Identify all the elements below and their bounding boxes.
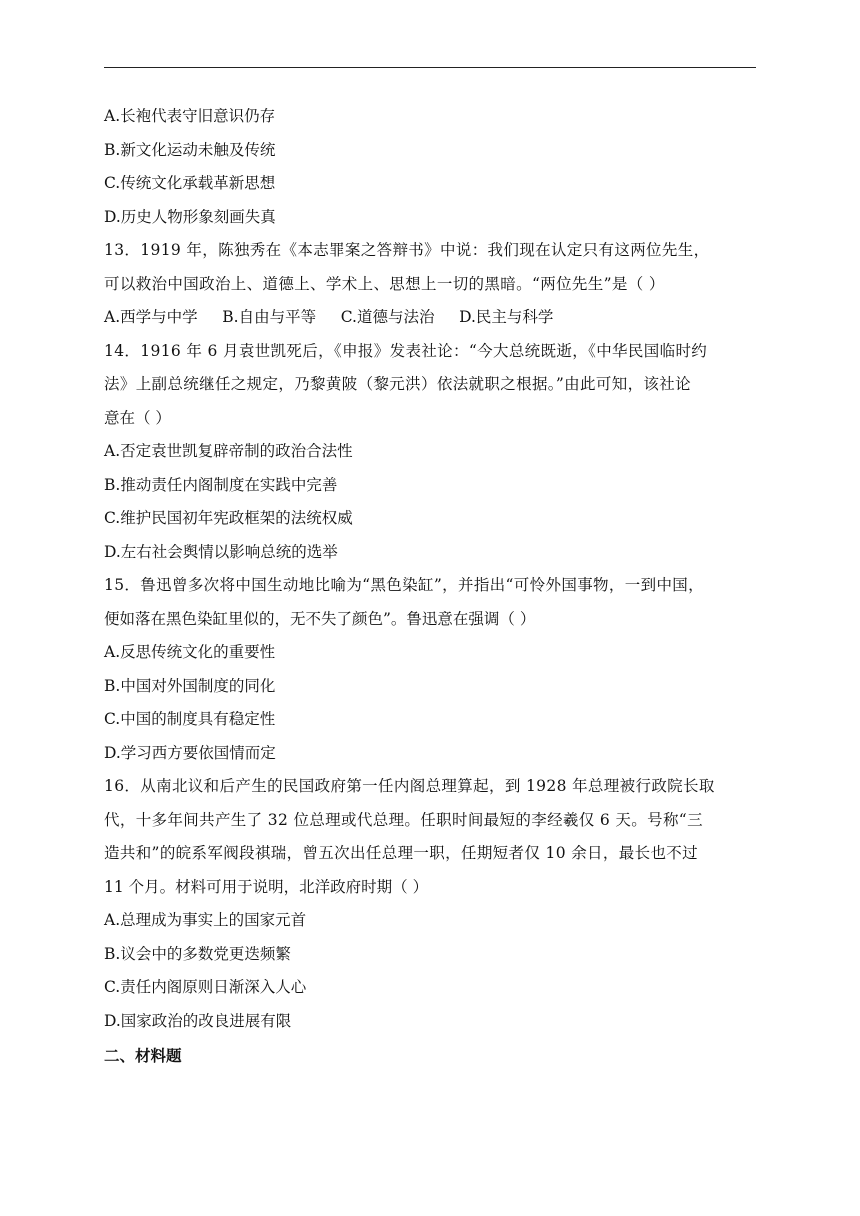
q12-option-a: A.长袍代表守旧意识仍存 xyxy=(104,107,276,125)
q14-option-c: C.维护民国初年宪政框架的法统权威 xyxy=(104,509,353,527)
q14-stem-line-1: 14．1916 年 6 月袁世凯死后，《申报》发表社论：“今大总统既逝，《中华民国临时约 xyxy=(104,341,708,360)
q16-stem-line-4: 11 个月。材料可用于说明，北洋政府时期（ ） xyxy=(104,877,429,896)
header-rule xyxy=(104,67,756,68)
q14-option-b: B.推动责任内阁制度在实践中完善 xyxy=(104,475,338,494)
q13-stem-line-2: 可以救治中国政治上、道德上、学术上、思想上一切的黑暗。“两位先生”是（ ） xyxy=(104,274,665,293)
q14-option-a: A.否定袁世凯复辟帝制的政治合法性 xyxy=(104,442,353,460)
q16-stem-line-1: 16．从南北议和后产生的民国政府第一任内阁总理算起，到 1928 年总理被行政院长取 xyxy=(104,777,715,795)
q16-option-a: A.总理成为事实上的国家元首 xyxy=(104,911,307,929)
q15-stem-line-1: 15．鲁迅曾多次将中国生动地比喻为“黑色染缸”，并指出“可怜外国事物，一到中国， xyxy=(104,576,704,594)
q16-option-d: D.国家政治的改良进展有限 xyxy=(104,1011,292,1030)
q12-option-c: C.传统文化承载革新思想 xyxy=(104,174,276,192)
q15-stem-line-2: 便如落在黑色染缸里似的，无不失了颜色”。鲁迅意在强调（ ） xyxy=(104,609,536,628)
q15-option-c: C.中国的制度具有稳定性 xyxy=(104,710,276,728)
q16-option-b: B.议会中的多数党更迭频繁 xyxy=(104,944,291,963)
q14-stem-line-2: 法》上副总统继任之规定，乃黎黄陂（黎元洪）依法就职之根据。”由此可知，该社论 xyxy=(104,375,691,393)
q15-option-b: B.中国对外国制度的同化 xyxy=(104,676,276,695)
q16-option-c: C.责任内阁原则日渐深入人心 xyxy=(104,978,307,996)
q14-option-d: D.左右社会舆情以影响总统的选举 xyxy=(104,542,338,561)
section-heading: 二、材料题 xyxy=(104,1047,182,1065)
q12-option-b: B.新文化运动未触及传统 xyxy=(104,140,276,159)
document-content xyxy=(104,100,760,1074)
q16-stem-line-3: 造共和”的皖系军阀段祺瑞，曾五次出任总理一职，任期短者仅 10 余日，最长也不过 xyxy=(104,844,699,862)
q13-stem-line-1: 13．1919 年，陈独秀在《本志罪案之答辩书》中说：我们现在认定只有这两位先生， xyxy=(104,241,710,259)
q14-stem-line-3: 意在（ ） xyxy=(104,408,171,427)
q13-options: A.西学与中学 B.自由与平等 C.道德与法治 D.民主与科学 xyxy=(104,308,554,326)
q15-option-a: A.反思传统文化的重要性 xyxy=(104,643,276,661)
q12-option-d: D.历史人物形象刻画失真 xyxy=(104,207,276,226)
q16-stem-line-2: 代，十多年间共产生了 32 位总理或代总理。任职时间最短的李经羲仅 6 天。号称“三 xyxy=(104,810,703,829)
q15-option-d: D.学习西方要依国情而定 xyxy=(104,743,276,762)
